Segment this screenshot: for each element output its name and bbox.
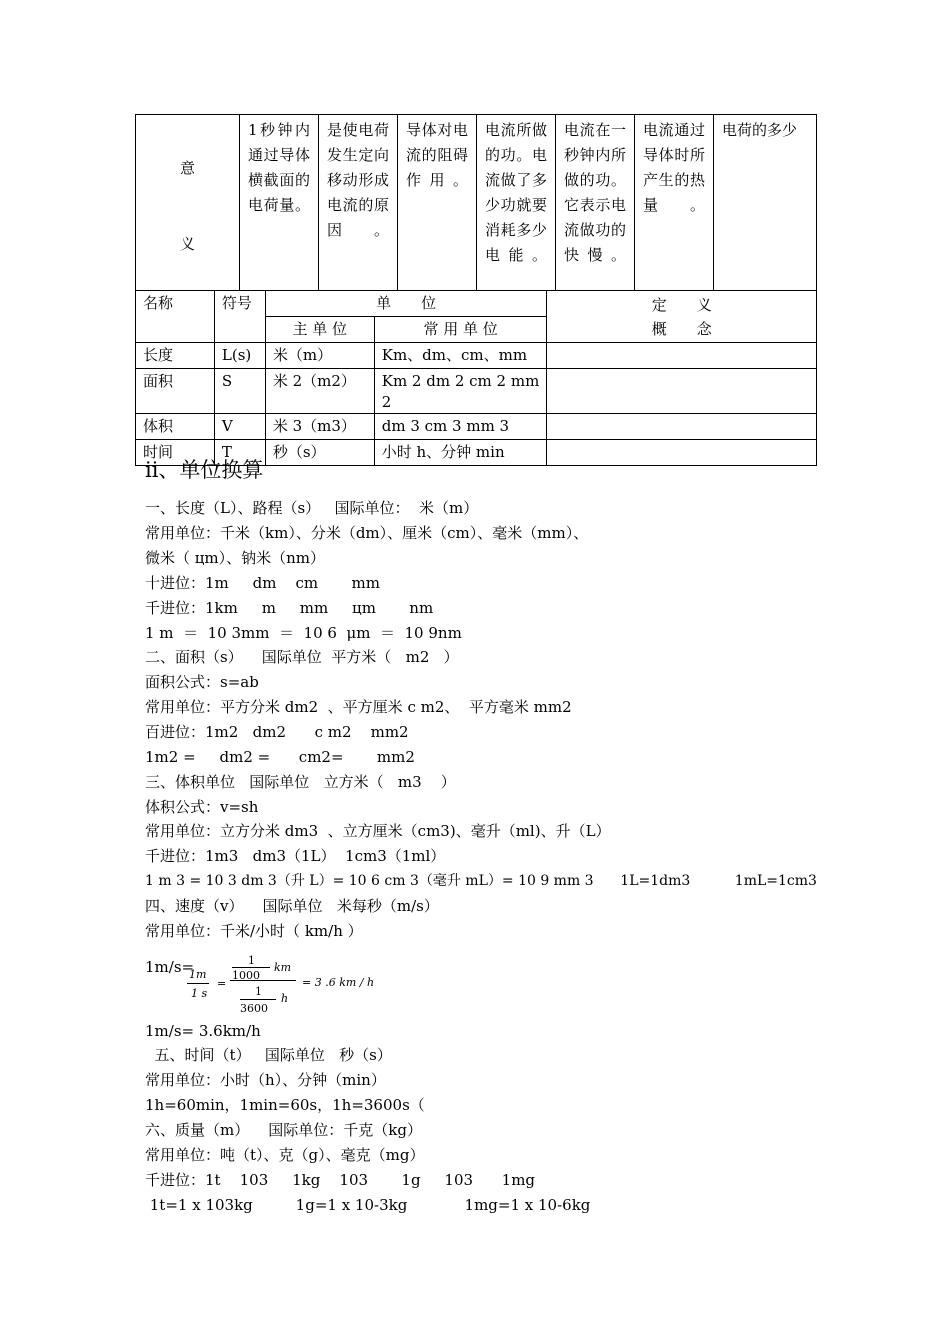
- meaning-cell: 是使电荷发生定向移动形成电流的原因。: [319, 115, 398, 291]
- fraction-bar: [187, 983, 209, 984]
- text-line: 体积公式：v=sh: [145, 798, 259, 816]
- table-row: 长度 L(s) 米（m） Km、dm、cm、mm: [136, 343, 817, 369]
- meaning-cell: 电荷的多少: [714, 115, 817, 291]
- header-symbol: 符号: [214, 291, 265, 343]
- text-line: 四、速度（v） 国际单位 米每秒（m/s）: [145, 897, 439, 915]
- text-line: 1m/s= 3.6km/h: [145, 1022, 261, 1040]
- text-line: 千进位：1m3 dm3（1L） 1cm3（1ml）: [145, 847, 446, 865]
- units-table: [135, 290, 817, 466]
- text-line: 1 m 3 = 10 3 dm 3（升 L）= 10 6 cm 3（毫升 mL）= 10 9 mm 3 1L=1dm3 1mL=1cm3: [145, 873, 817, 889]
- text-line: 1h=60min，1min=60s，1h=3600s（: [145, 1096, 425, 1114]
- text-line: 常用单位：平方分米 dm2 、平方厘米 c m2、 平方毫米 mm2: [145, 698, 572, 716]
- text-line: 千进位：1km m mm цm nm: [145, 599, 434, 617]
- text-line: 1m2 = dm2 = cm2= mm2: [145, 748, 415, 766]
- text-line: 常用单位：小时（h）、分钟（min）: [145, 1071, 386, 1089]
- meaning-cell: 1秒钟内通过导体横截面的电荷量。: [240, 115, 319, 291]
- table-row: 体积 V 米 3（m3） dm 3 cm 3 mm 3: [136, 414, 817, 440]
- header-definition: 定 义 概 念: [547, 291, 817, 343]
- table-row: 时间 T 秒（s） 小时 h、分钟 min: [136, 440, 817, 466]
- meaning-cell: 导体对电流的阻碍作用。: [398, 115, 477, 291]
- text-line: 千进位：1t 103 1kg 103 1g 103 1mg: [145, 1171, 536, 1189]
- text-line: 1 m ＝ 10 3mm ＝ 10 6 μm ＝ 10 9nm: [145, 624, 462, 642]
- text-line: 常用单位：千米（km）、分米（dm）、厘米（cm）、毫米（mm）、: [145, 524, 589, 542]
- table-row: 面积 S 米 2（m2） Km 2 dm 2 cm 2 mm 2: [136, 369, 817, 414]
- text-line: 十进位：1m dm cm mm: [145, 574, 380, 592]
- document-page: 意 义 1秒钟内通过导体横截面的电荷量。 是使电荷发生定向移动形成电流的原因。 导体对电流的阻碍作用。 电流所做的功。电流做了多少功就要消耗多少电能。 电流在一秒钟内所做的功。它表示电流做功的快慢。 电流通过导体时所产生的热量。 电荷的多少 名称 符号 单 位 定 义 概 念 主 单 位 常 用 单 位 长度 L(s) 米（m） Km、dm、cm、mm 面积 S 米 2（m2） Km 2 dm 2 cm 2 mm 2 体积 V 米 3（m3） dm 3 cm 3 mm 3 时间 T 秒（s） 小时 h、分钟 min ⅱ、单位换算 一、长度（L）、路程（s） 国际单位： 米（m） 常用单位：千米（km）、分米（dm）、厘米（cm）、毫米（mm）、 微米（ цm）、钠米（nm） 十进位：1m dm cm mm 千进位：1km m mm цm nm 1 m ＝ 10 3mm ＝ 10 6 μm ＝ 10 9nm 二、面积（s） 国际单位 平方米（ m2 ） 面积公式：s=ab 常用单位：平方分米 dm2 、平方厘米 c m2、 平方毫米 mm2 百进位：1m2 dm2 c m2 mm2 1m2 = dm2 = cm2= mm2 三、体积单位 国际单位 立方米（ m3 ） 体积公式：v=sh 常用单位：立方分米 dm3 、立方厘米（cm3)、毫升（ml)、升（L） 千进位：1m3 dm3（1L） 1cm3（1ml） 1 m 3 = 10 3 dm 3（升 L）= 10 6 cm 3（毫升 mL）= 10 9 mm 3 1L=1dm3 1mL=1cm3 四、速度（v） 国际单位 米每秒（m/s） 常用单位：千米/小时（ km/h ） 1m/s= 1m 1 s = 1 1000 km 1 3600 h = 3 .6 km / h 1m/s= 3.6km/h 五、时间（t） 国际单位 秒（s） 常用单位：小时（h）、分钟（min） 1h=60min，1min=60s，1h=3600s（ 六、质量（m） 国际单位：千克（kg） 常用单位：吨（t）、克（g）、毫克（mg） 千进位：1t 103 1kg 103 1g 103 1mg 1t=1 x 103kg 1g=1 x 10-3kg 1mg=1 x 10-6kg: [0, 0, 950, 1344]
- text-line: 二、面积（s） 国际单位 平方米（ m2 ）: [145, 648, 459, 666]
- text-line: 百进位：1m2 dm2 c m2 mm2: [145, 723, 409, 741]
- header-main-unit: 主 单 位: [265, 317, 374, 343]
- text-line: 五、时间（t） 国际单位 秒（s）: [145, 1046, 392, 1064]
- text-line: 三、体积单位 国际单位 立方米（ m3 ）: [145, 773, 456, 791]
- meaning-table: [135, 114, 817, 291]
- text-line: 常用单位：千米/小时（ km/h ）: [145, 922, 363, 940]
- row-label-meaning: 意 义: [136, 115, 240, 291]
- meaning-cell: 电流所做的功。电流做了多少功就要消耗多少电能。: [477, 115, 556, 291]
- text-line: 1t=1 x 103kg 1g=1 x 10-3kg 1mg=1 x 10-6kg: [145, 1196, 591, 1214]
- header-common-unit: 常 用 单 位: [374, 317, 547, 343]
- fraction-bar: [230, 980, 296, 981]
- header-unit: 单 位: [265, 291, 547, 317]
- section-title: ⅱ、单位换算: [145, 458, 264, 482]
- text-line: 常用单位：立方分米 dm3 、立方厘米（cm3)、毫升（ml)、升（L）: [145, 822, 611, 840]
- header-name: 名称: [136, 291, 215, 343]
- meaning-cell: 电流在一秒钟内所做的功。它表示电流做功的快慢。: [556, 115, 635, 291]
- text-line: 面积公式：s=ab: [145, 673, 259, 691]
- text-line: 六、质量（m） 国际单位：千克（kg）: [145, 1121, 422, 1139]
- meaning-cell: 电流通过导体时所产生的热量。: [635, 115, 714, 291]
- fraction-bar: [240, 999, 276, 1000]
- text-line: 一、长度（L）、路程（s） 国际单位： 米（m）: [145, 499, 479, 517]
- text-line: 常用单位：吨（t）、克（g）、毫克（mg）: [145, 1146, 425, 1164]
- text-line: 微米（ цm）、钠米（nm）: [145, 549, 326, 567]
- fraction-bar: [232, 967, 270, 968]
